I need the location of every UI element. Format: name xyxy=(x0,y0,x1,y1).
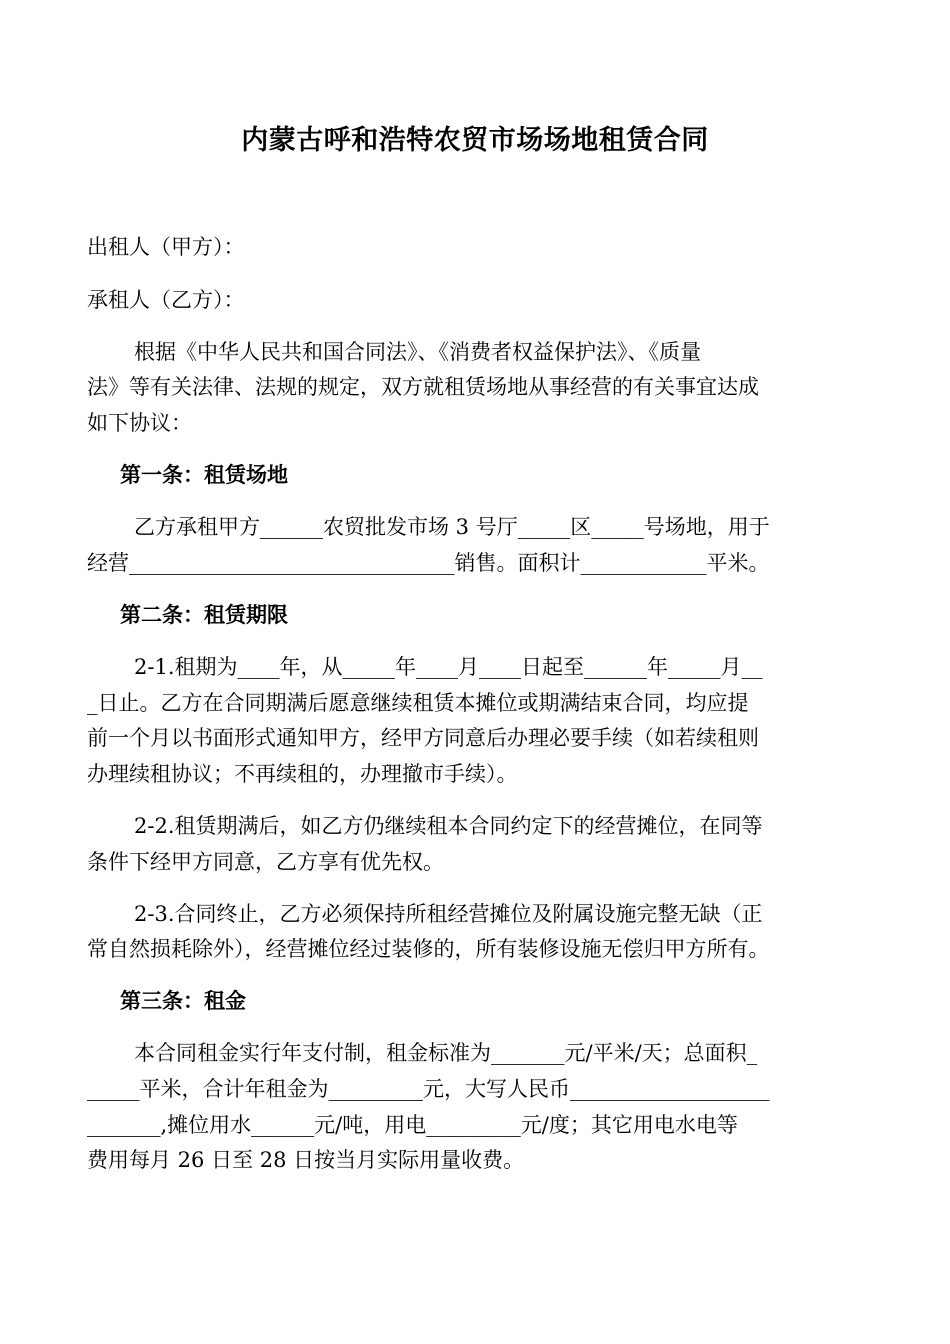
lessor-label: 出租人（甲方）： xyxy=(87,235,245,259)
clause-2-1-line: 前一个月以书面形式通知甲方，经甲方同意后办理必要手续（如若续租则 xyxy=(87,726,759,750)
lessee-label: 承租人（乙方）： xyxy=(87,288,245,312)
article1-line: 经营_______________________________销售。面积计____________平米。 xyxy=(87,551,770,575)
document-title: 内蒙古呼和浩特农贸市场场地租赁合同 xyxy=(241,125,709,156)
clause-2-1-line: 2-1.租期为____年，从_____年____月____日起至______年_____月__ xyxy=(134,655,763,679)
article3-line: 本合同租金实行年支付制，租金标准为_______元/平米/天；总面积_ xyxy=(134,1041,758,1065)
article3-line: _____平米，合计年租金为_________元，大写人民币___________________ xyxy=(87,1077,770,1101)
article1-heading: 第一条：租赁场地 xyxy=(120,463,288,487)
article2-heading: 第二条：租赁期限 xyxy=(120,603,288,627)
preamble-line: 法》等有关法律、法规的规定，双方就租赁场地从事经营的有关事宜达成 xyxy=(87,375,759,399)
article3-line: _______,摊位用水______元/吨，用电_________元/度；其它用电水电等 xyxy=(87,1113,738,1137)
preamble-line: 根据《中华人民共和国合同法》、《消费者权益保护法》、《质量 xyxy=(134,340,701,364)
clause-2-2-line: 2-2.租赁期满后，如乙方仍继续租本合同约定下的经营摊位，在同等 xyxy=(134,814,763,838)
article3-heading: 第三条：租金 xyxy=(120,989,246,1013)
clause-2-2-line: 条件下经甲方同意，乙方享有优先权。 xyxy=(87,850,444,874)
clause-2-3-line: 2-3.合同终止，乙方必须保持所租经营摊位及附属设施完整无缺（正 xyxy=(134,902,763,926)
clause-2-3-line: 常自然损耗除外），经营摊位经过装修的，所有装修设施无偿归甲方所有。 xyxy=(87,937,770,961)
clause-2-1-line: _日止。乙方在合同期满后愿意继续租赁本摊位或期满结束合同，均应提 xyxy=(87,691,749,715)
article1-line: 乙方承租甲方______农贸批发市场 3 号厅_____区_____号场地，用于 xyxy=(134,515,770,539)
clause-2-1-line: 办理续租协议；不再续租的，办理撤市手续）。 xyxy=(87,762,518,786)
article3-line: 费用每月 26 日至 28 日按当月实际用量收费。 xyxy=(87,1148,525,1172)
preamble-line: 如下协议： xyxy=(87,411,192,435)
